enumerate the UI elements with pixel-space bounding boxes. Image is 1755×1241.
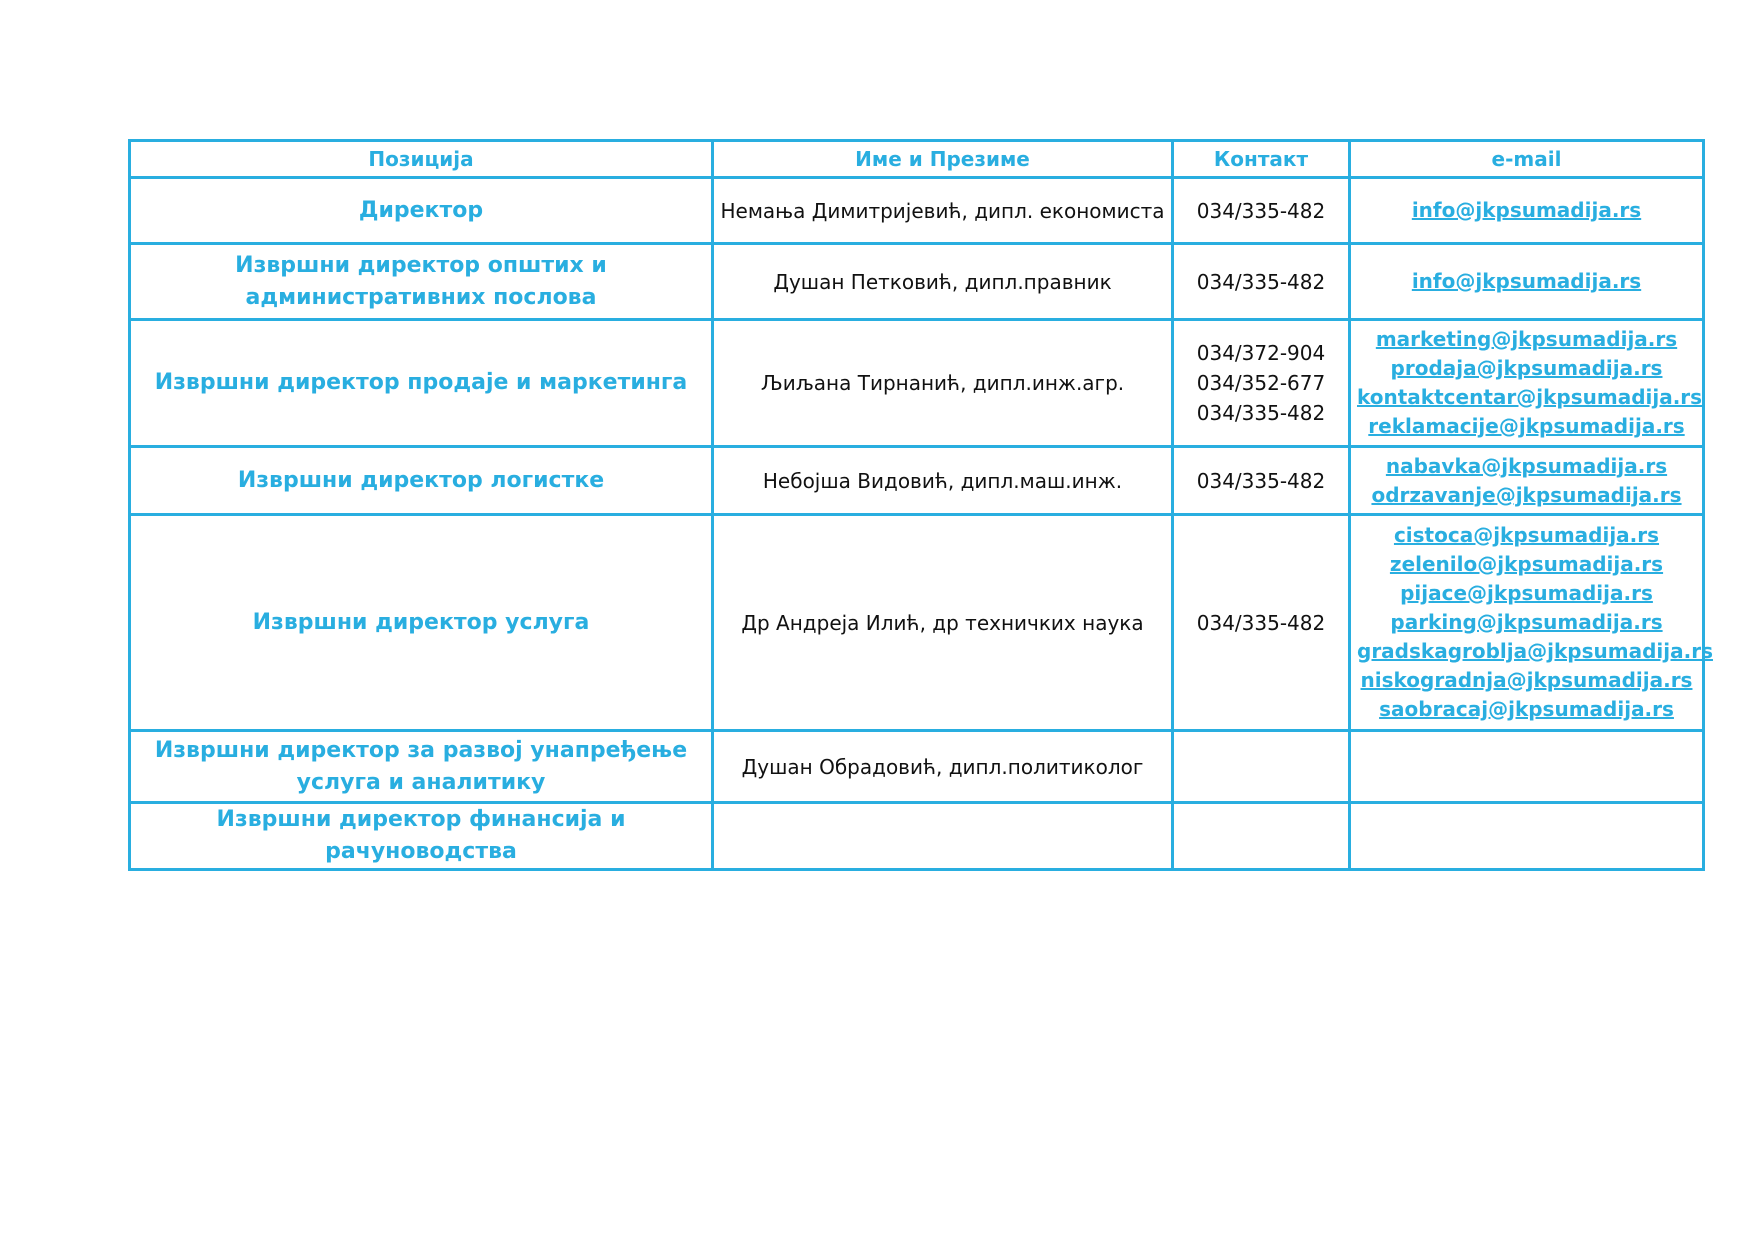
phone-number: 034/335-482 <box>1196 468 1326 493</box>
header-name: Име и Презиме <box>713 141 1173 178</box>
position-cell: Извршни директор за развој унапређење услуга и аналитику <box>130 731 713 803</box>
contact-cell <box>1173 447 1350 515</box>
contact-cell <box>1173 803 1350 870</box>
email-cell <box>1350 320 1704 447</box>
email-link[interactable]: kontaktcentar@jkpsumadija.rs <box>1357 385 1703 409</box>
name-cell: Љиљана Тирнанић, дипл.инж.агр. <box>713 320 1173 447</box>
email-link[interactable]: nabavka@jkpsumadija.rs <box>1385 453 1668 478</box>
table-row <box>130 447 1704 515</box>
email-cell <box>1350 178 1704 244</box>
position-cell: Извршни директор финансија и рачуноводства <box>130 803 713 870</box>
contact-cell <box>1173 244 1350 320</box>
contact-cell <box>1173 515 1350 731</box>
position-cell: Извршни директор општих и административних послова <box>130 244 713 320</box>
table-row <box>130 320 1704 447</box>
email-link[interactable]: marketing@jkpsumadija.rs <box>1375 327 1678 351</box>
name-cell: Немања Димитријевић, дипл. економиста <box>713 178 1173 244</box>
email-link[interactable]: niskogradnja@jkpsumadija.rs <box>1360 668 1693 692</box>
email-link[interactable]: gradskagroblja@jkpsumadija.rs <box>1357 639 1713 663</box>
email-link[interactable]: saobracaj@jkpsumadija.rs <box>1379 697 1674 721</box>
contact-cell <box>1173 731 1350 803</box>
name-cell: Душан Петковић, дипл.правник <box>713 244 1173 320</box>
contacts-table <box>128 139 1713 871</box>
table-row <box>130 178 1704 244</box>
table-row <box>130 515 1704 731</box>
name-cell: Др Андреја Илић, др техничких наука <box>713 515 1173 731</box>
contact-cell <box>1173 178 1350 244</box>
phone-number: 034/335-482 <box>1196 401 1326 425</box>
phone-number: 034/352-677 <box>1196 371 1326 395</box>
header-email: e-mail <box>1350 141 1704 178</box>
email-link[interactable]: cistoca@jkpsumadija.rs <box>1393 523 1660 547</box>
email-cell <box>1350 803 1704 870</box>
phone-number: 034/372-904 <box>1196 341 1326 365</box>
phone-number: 034/335-482 <box>1196 610 1326 635</box>
position-cell: Извршни директор продаје и маркетинга <box>130 320 713 447</box>
position-cell: Директор <box>130 178 713 244</box>
email-cell <box>1350 244 1704 320</box>
contact-cell <box>1173 320 1350 447</box>
email-link[interactable]: prodaja@jkpsumadija.rs <box>1390 356 1663 380</box>
phone-number: 034/335-482 <box>1196 198 1326 223</box>
email-link[interactable]: reklamacije@jkpsumadija.rs <box>1368 414 1685 438</box>
table-row <box>130 244 1704 320</box>
email-cell <box>1350 447 1704 515</box>
header-position: Позиција <box>130 141 713 178</box>
position-cell: Извршни директор услуга <box>130 515 713 731</box>
table-header-row <box>130 141 1704 178</box>
email-link[interactable]: parking@jkpsumadija.rs <box>1390 610 1663 634</box>
email-link[interactable]: info@jkpsumadija.rs <box>1411 269 1642 293</box>
email-cell <box>1350 515 1713 731</box>
email-link[interactable]: info@jkpsumadija.rs <box>1411 198 1642 222</box>
name-cell <box>713 803 1173 870</box>
email-link[interactable]: odrzavanje@jkpsumadija.rs <box>1371 482 1682 507</box>
header-contact: Контакт <box>1173 141 1350 178</box>
table-row <box>130 803 1704 870</box>
name-cell: Небојша Видовић, дипл.маш.инж. <box>713 447 1173 515</box>
email-cell <box>1350 731 1704 803</box>
email-link[interactable]: zelenilo@jkpsumadija.rs <box>1389 552 1664 576</box>
position-cell: Извршни директор логистке <box>130 447 713 515</box>
table-row <box>130 731 1704 803</box>
name-cell: Душан Обрадовић, дипл.политиколог <box>713 731 1173 803</box>
phone-number: 034/335-482 <box>1196 269 1326 294</box>
email-link[interactable]: pijace@jkpsumadija.rs <box>1400 581 1653 605</box>
